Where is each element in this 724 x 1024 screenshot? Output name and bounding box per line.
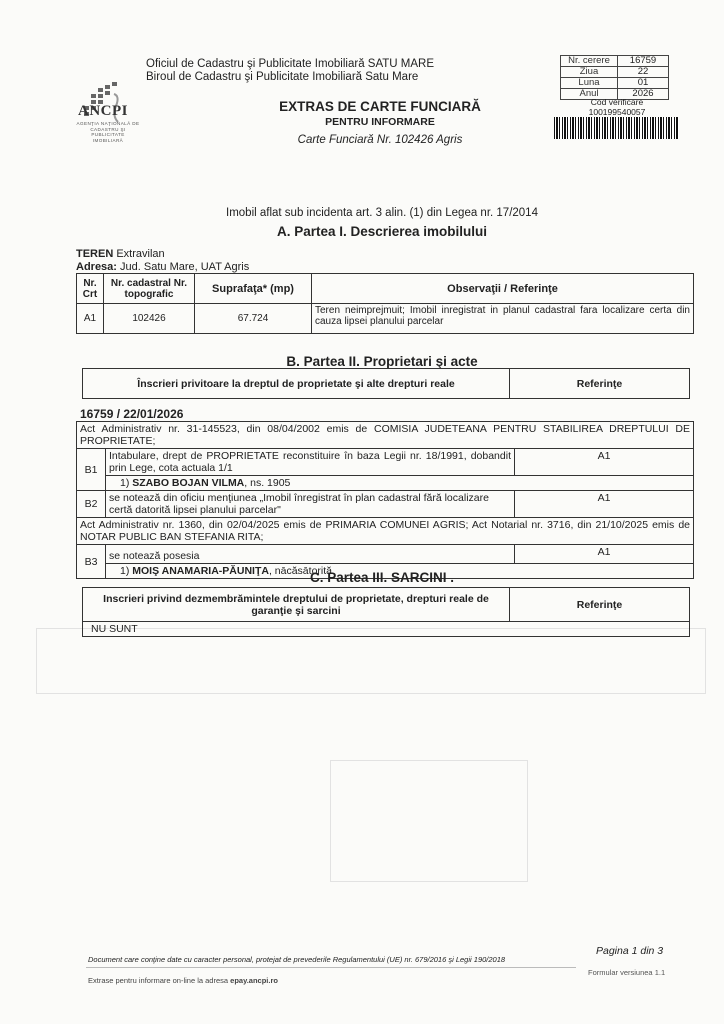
footer-online <box>88 976 278 985</box>
logo-subtitle: AGENŢIA NAŢIONALĂ DE CADASTRU ŞI PUBLICITATE IMOBILIARĂ <box>76 121 140 143</box>
form-version: Formular versiunea 1.1 <box>588 968 666 977</box>
bleed-through-table <box>36 628 706 694</box>
owner-number: 1) <box>120 477 130 489</box>
adresa-value: Jud. Satu Mare, UAT Agris <box>120 261 250 273</box>
b3-label: B3 <box>77 545 106 579</box>
request-value: 16759 <box>618 56 669 67</box>
verification-code-label: Cod verificare <box>590 97 644 107</box>
part-b-heading: B. Partea II. Proprietari şi acte <box>286 354 478 369</box>
request-label: Anul <box>561 89 618 100</box>
barcode-icon <box>554 117 679 139</box>
cell-observatii: Teren neimprejmuit; Imobil inregistrat in planul cadastral fara localizare certa din cauza lipsei planului parcelar <box>312 304 694 334</box>
cell-suprafata: 67.724 <box>195 304 312 334</box>
part-c-table <box>82 587 690 637</box>
act-row-1: Act Administrativ nr. 31-145523, din 08/04/2002 emis de COMISIA JUDETEANA PENTRU STABILIREA DREPTULUI DE PROPRIETATE; <box>77 422 694 449</box>
teren-label: TEREN <box>76 248 114 260</box>
request-value: 22 <box>618 67 669 78</box>
footer-disclaimer: Document care conţine date cu caracter personal, protejat de prevederile Regulamentului (UE) nr. 679/2016 şi Legii 190/2018 <box>88 955 506 964</box>
cf-number: Carte Funciară Nr. 102426 Agris <box>297 134 463 146</box>
b1-ref: A1 <box>515 449 694 476</box>
office-line-2: Biroul de Cadastru şi Publicitate Imobiliară Satu Mare <box>146 71 419 83</box>
column-header: Înscrieri privitoare la dreptul de proprietate şi alte drepturi reale <box>83 369 510 399</box>
act-row-2: Act Administrativ nr. 1360, din 02/04/2025 emis de PRIMARIA COMUNEI AGRIS; Act Notarial nr. 3716, din 21/10/2025 emis de NOTAR PUBLIC BAN STEFANIA RITA; <box>77 518 694 545</box>
b2-ref: A1 <box>515 491 694 518</box>
footer-divider <box>86 967 576 968</box>
entry-id: 16759 / 22/01/2026 <box>80 407 184 421</box>
column-header: Inscrieri privind dezmembrămintele dreptului de proprietate, drepturi reale de garanţie şi sarcini <box>83 588 510 622</box>
bleed-through-table-2 <box>330 760 528 882</box>
teren-block <box>76 248 249 274</box>
document-subtitle: PENTRU INFORMARE <box>325 116 435 128</box>
b2-text: se notează din oficiu menţiunea „Imobil înregistrat în plan cadastral fără localizare certă datorită lipsei planului parcelar" <box>106 491 515 518</box>
owner-number: 1) <box>120 565 130 577</box>
part-a-heading: A. Partea I. Descrierea imobilului <box>276 224 488 239</box>
request-value: 01 <box>618 78 669 89</box>
b1-label: B1 <box>77 449 106 491</box>
request-label: Ziua <box>561 67 618 78</box>
document-title: EXTRAS DE CARTE FUNCIARĂ <box>279 99 481 114</box>
owner-extra: , ns. 1905 <box>244 477 291 489</box>
teren-value: Extravilan <box>116 248 165 260</box>
office-header <box>146 58 434 84</box>
cell-cadastral: 102426 <box>104 304 195 334</box>
b3-text: se notează posesia <box>106 545 515 564</box>
online-url-link[interactable]: epay.ancpi.ro <box>230 976 278 985</box>
column-header: Referinţe <box>510 369 690 399</box>
request-info-table <box>560 55 669 100</box>
b1-text: Intabulare, drept de PROPRIETATE reconstituire în baza Legii nr. 18/1991, dobandit prin Lege, cota actuala 1/1 <box>106 449 515 476</box>
part-b-table <box>76 421 694 579</box>
logo-text: ANCPI <box>78 103 128 119</box>
office-line-1: Oficiul de Cadastru şi Publicitate Imobiliară SATU MARE <box>146 58 435 70</box>
request-label: Luna <box>561 78 618 89</box>
nu-sunt: NU SUNT <box>83 622 690 637</box>
page-number: Pagina 1 din 3 <box>596 945 664 957</box>
owner-name: SZABO BOJAN VILMA <box>132 477 245 489</box>
verification-code <box>563 98 671 117</box>
column-header: Referinţe <box>510 588 690 622</box>
online-prefix: Extrase pentru informare on-line la adresa <box>88 976 231 985</box>
request-value: 2026 <box>618 89 669 100</box>
part-c-heading: C. Partea III. SARCINI . <box>309 570 455 585</box>
column-header: Nr. cadastral Nr. topografic <box>104 274 195 304</box>
part-b-header <box>82 368 690 399</box>
request-label: Nr. cerere <box>561 56 618 67</box>
column-header: Suprafaţa* (mp) <box>195 274 312 304</box>
column-header: Nr. Crt <box>77 274 104 304</box>
verification-code-value: 100199540057 <box>588 106 646 117</box>
b2-label: B2 <box>77 491 106 518</box>
cell-crt: A1 <box>77 304 104 334</box>
b3-ref: A1 <box>515 545 694 564</box>
adresa-label: Adresa: <box>76 261 117 273</box>
owner-extra: , nācăsātorită <box>268 565 332 577</box>
column-header: Observaţii / Referinţe <box>312 274 694 304</box>
part-a-table <box>76 273 694 334</box>
b1-owner <box>106 476 694 491</box>
legal-note: Imobil aflat sub incidenta art. 3 alin. (1) din Legea nr. 17/2014 <box>226 207 538 219</box>
owner-name: MOIŞ ANAMARIA-PĂUNIŢA <box>132 565 269 577</box>
